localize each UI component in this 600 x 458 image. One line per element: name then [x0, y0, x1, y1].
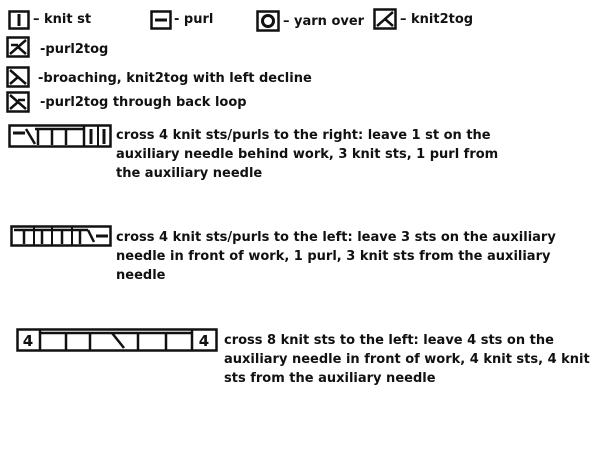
cable-cross-8-left-description: cross 8 knit sts to the left: leave 4 sts on the auxiliary needle in front of work, 4 knit sts, 4 knit sts from the auxiliary needle [224, 333, 590, 386]
legend-yarn-over-label: – yarn over [283, 14, 365, 29]
cable-cross-4-left-description: cross 4 knit sts/purls to the left: leave 3 sts on the auxiliary needle in front of work, 1 purl, 3 knit sts from the auxiliary needle [116, 230, 556, 283]
knit-st-symbol-icon [8, 10, 30, 30]
cable-8-right-count-label: 4 [198, 332, 210, 350]
legend-purl2tog-tbl-label: -purl2tog through back loop [40, 95, 247, 110]
legend-broaching-label: -broaching, knit2tog with left decline [38, 71, 312, 86]
broaching-symbol-icon [6, 66, 30, 88]
purl-symbol-icon [150, 10, 172, 30]
cable-cross-4-right-description: cross 4 knit sts/purls to the right: leave 1 st on the auxiliary needle behind work, 3 knit sts, 1 purl from the auxiliary needle [116, 128, 499, 181]
cable-8-left-count-label: 4 [22, 332, 34, 350]
legend-knit2tog-label: – knit2tog [400, 12, 474, 27]
cable-cross-8-left-symbol-icon [16, 328, 218, 352]
cable-cross-4-right-symbol-icon [8, 124, 112, 148]
purl2tog-symbol-icon [6, 36, 30, 58]
cable-cross-4-left-symbol-icon [10, 225, 112, 247]
yarn-over-symbol-icon [256, 10, 280, 32]
legend-purl2tog-label: -purl2tog [40, 42, 109, 57]
legend-purl-label: - purl [174, 12, 214, 27]
purl2tog-tbl-symbol-icon [6, 91, 30, 113]
knit2tog-symbol-icon [373, 8, 397, 30]
legend-knit-st-label: – knit st [33, 12, 92, 27]
